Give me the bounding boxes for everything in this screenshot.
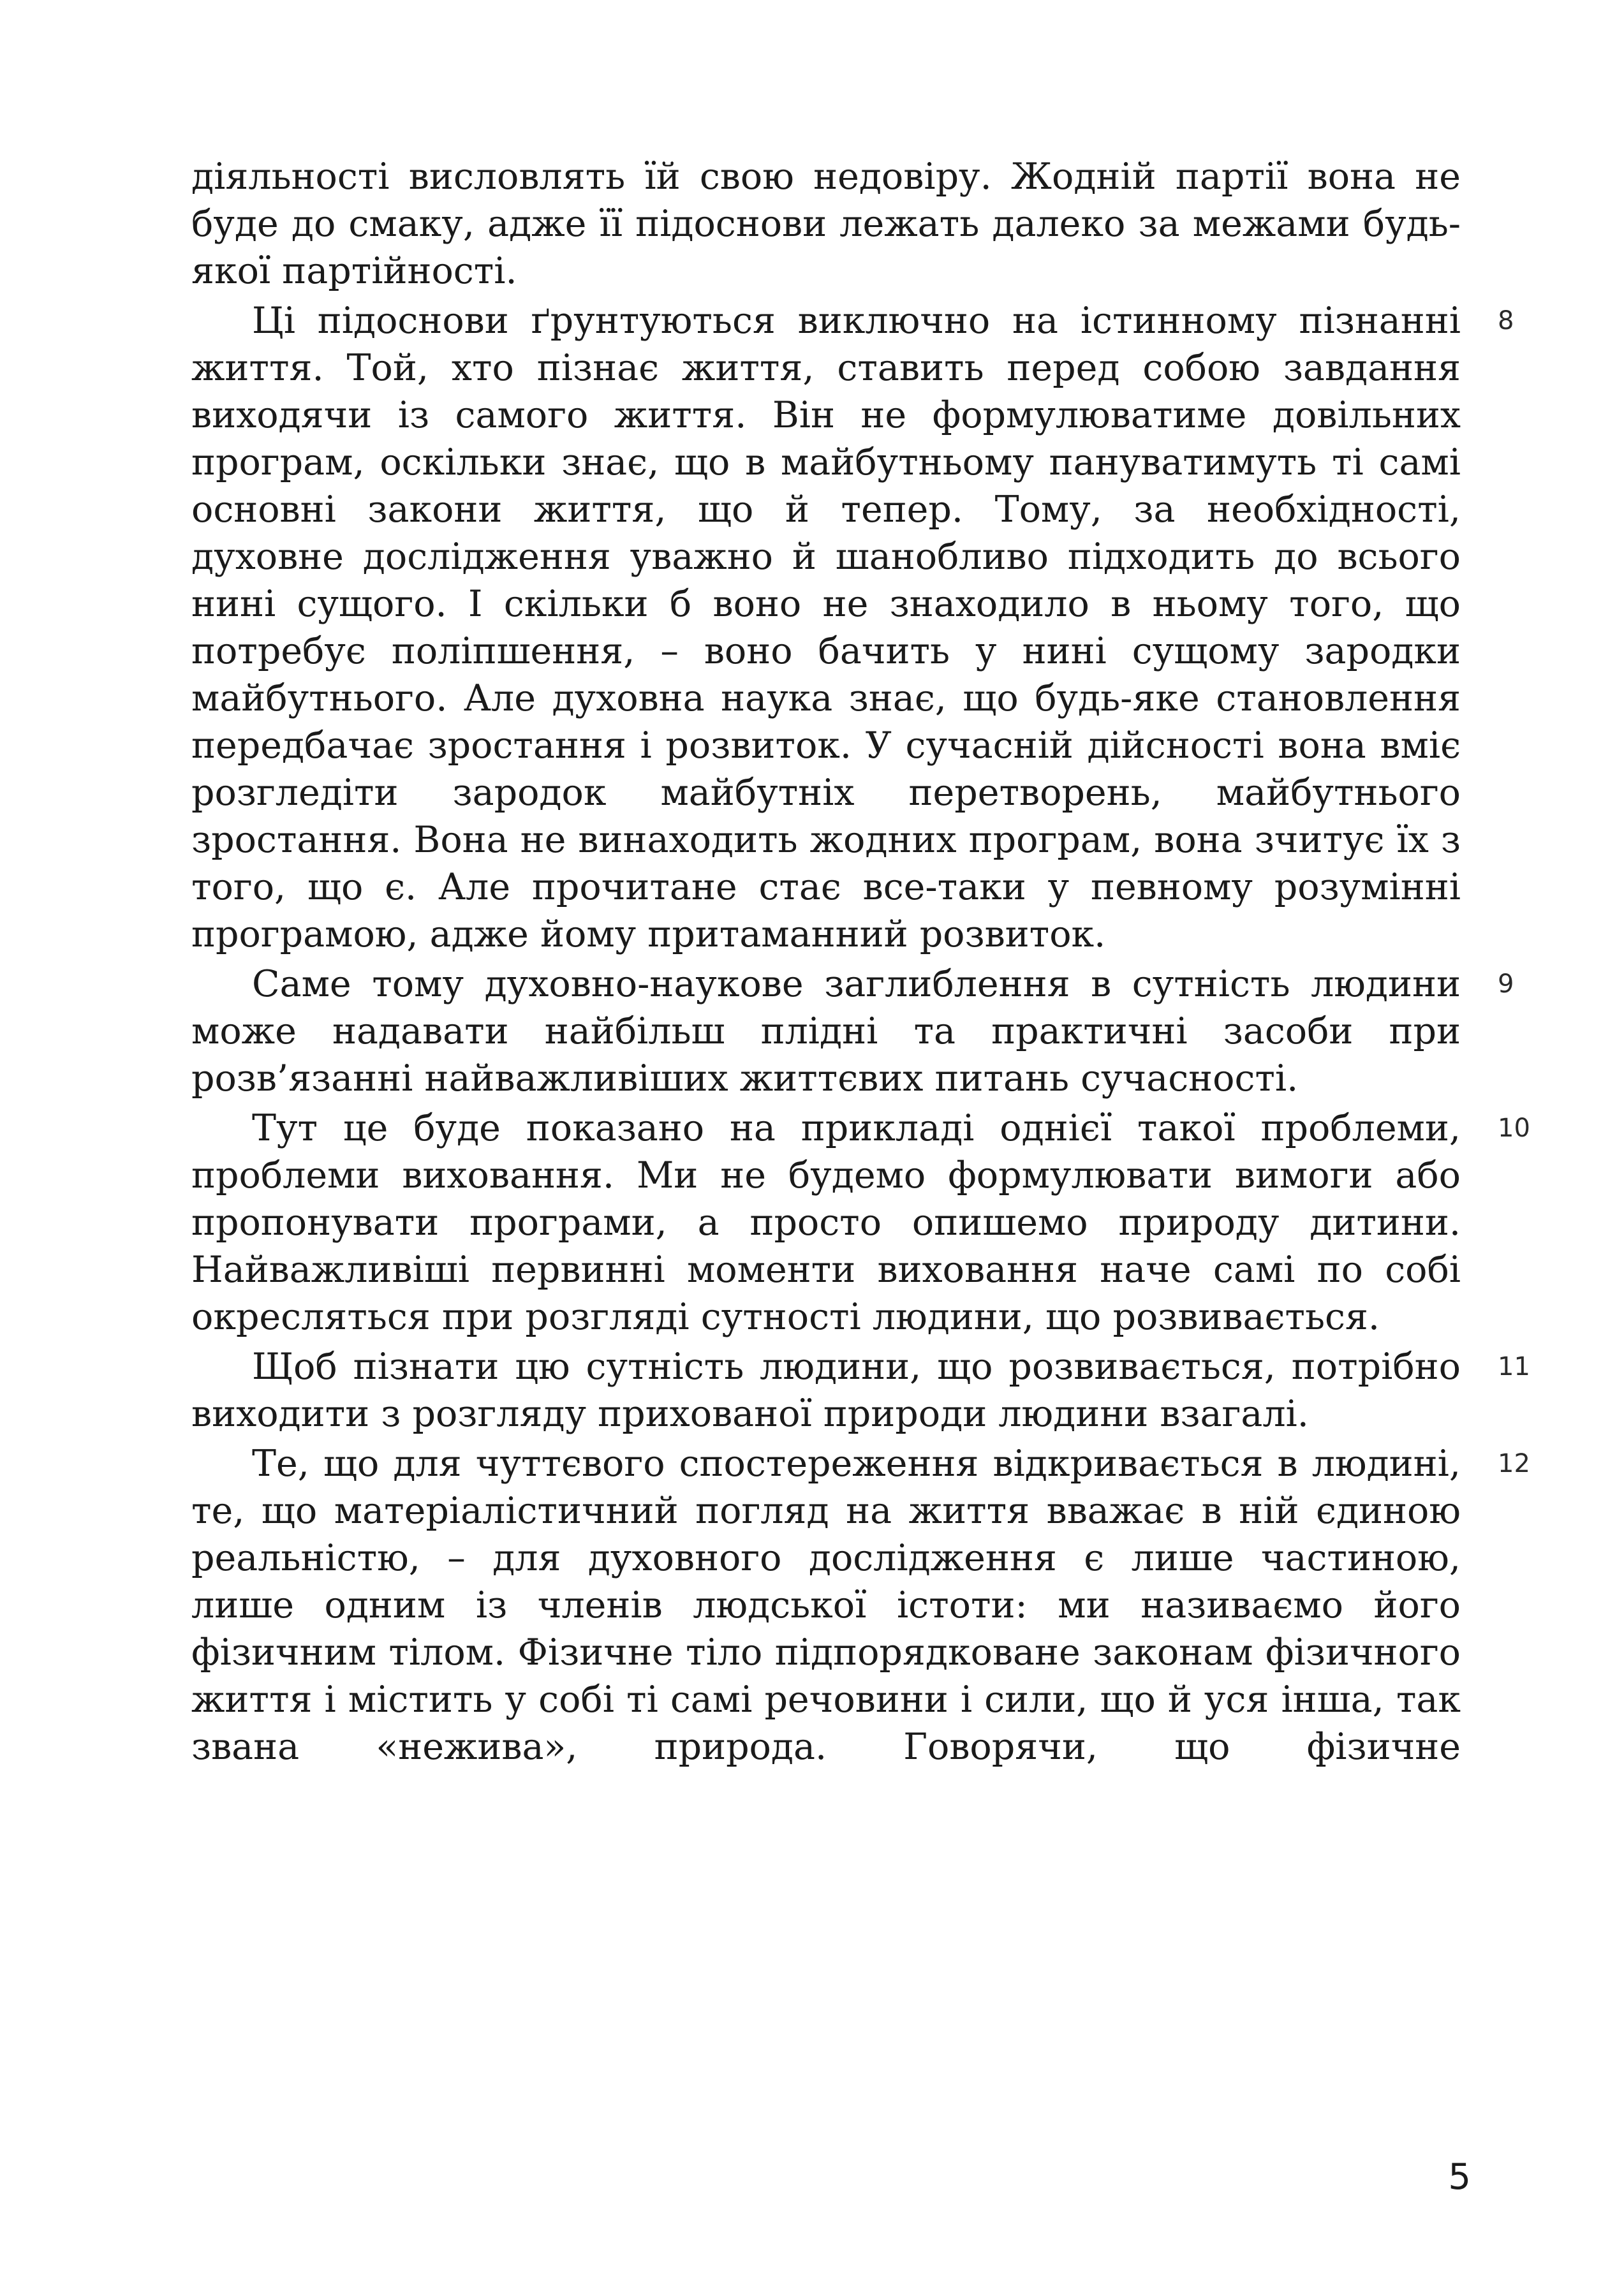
page-number: 5 xyxy=(1448,2156,1471,2198)
paragraph-8 xyxy=(191,297,1514,958)
paragraph-number: 12 xyxy=(1498,1449,1530,1478)
paragraph-number: 9 xyxy=(1498,969,1514,999)
paragraph-text: Щоб пізнати цю сутність людини, що розвивається, потрібно виходити з розгляду прихованої природи людини взагалі. xyxy=(191,1346,1461,1435)
paragraph-text: Саме тому духовно-наукове заглиблення в сутність людини може надавати найбільш плідні та практичні засоби при розв’язанні найважливіших життєвих питань сучасності. xyxy=(191,963,1461,1100)
body-text xyxy=(191,153,1530,1773)
paragraph-12 xyxy=(191,1440,1530,1770)
paragraph-text: діяльності висловлять їй свою недовіру. Жодній партії вона не буде до смаку, адже її підоснови лежать далеко за межами будь-якої партійності. xyxy=(191,156,1461,292)
paragraph-number: 11 xyxy=(1498,1352,1530,1381)
paragraph-number: 8 xyxy=(1498,306,1514,335)
paragraph-text: Ці підоснови ґрунтуються виключно на істинному пізнанні життя. Той, хто пізнає життя, ставить перед собою завдання виходячи із самого життя. Він не формулюватиме довільних програм, оскільки знає, що в майбутньому пануватимуть ті самі основні закони життя, що й тепер. Тому, за необхідності, духовне дослідження уважно й шанобливо підходить до всього нині сущого. І скільки б воно не знаходило в ньому того, що потребує поліпшення, – воно бачить у нині сущому зародки майбутнього. Але духовна наука знає, що будь-яке становлення передбачає зростання і розвиток. У сучасній дійсності вона вміє розгледіти зародок майбутніх перетворень, майбутнього зростання. Вона не винаходить жодних програм, вона зчитує їх з того, що є. Але прочитане стає все-таки у певному розумінні програмою, адже йому притаманний розвиток. xyxy=(191,300,1461,955)
paragraph-text: Тут це буде показано на прикладі однієї такої проблеми, проблеми виховання. Ми не будемо формулювати вимоги або пропонувати програми, а просто опишемо природу дитини. Найважливіші первинні моменти виховання наче самі по собі окресляться при розгляді сутності людини, що розвивається. xyxy=(191,1107,1461,1338)
paragraph-10 xyxy=(191,1105,1530,1341)
paragraph-continuation xyxy=(191,153,1461,295)
paragraph-text: Те, що для чуттєвого спостереження відкривається в людині, те, що матеріалістичний погляд на життя вважає в ній єдиною реальністю, – для духовного дослідження є лише частиною, лише одним із членів людської істоти: ми називаємо його фізичним тілом. Фізичне тіло підпорядковане законам фізичного життя і містить у собі ті самі речовини і сили, що й уся інша, так звана «нежива», природа. Говорячи, що фізичне xyxy=(191,1443,1461,1768)
paragraph-9 xyxy=(191,960,1514,1102)
paragraph-11 xyxy=(191,1343,1530,1438)
paragraph-number: 10 xyxy=(1498,1114,1530,1143)
